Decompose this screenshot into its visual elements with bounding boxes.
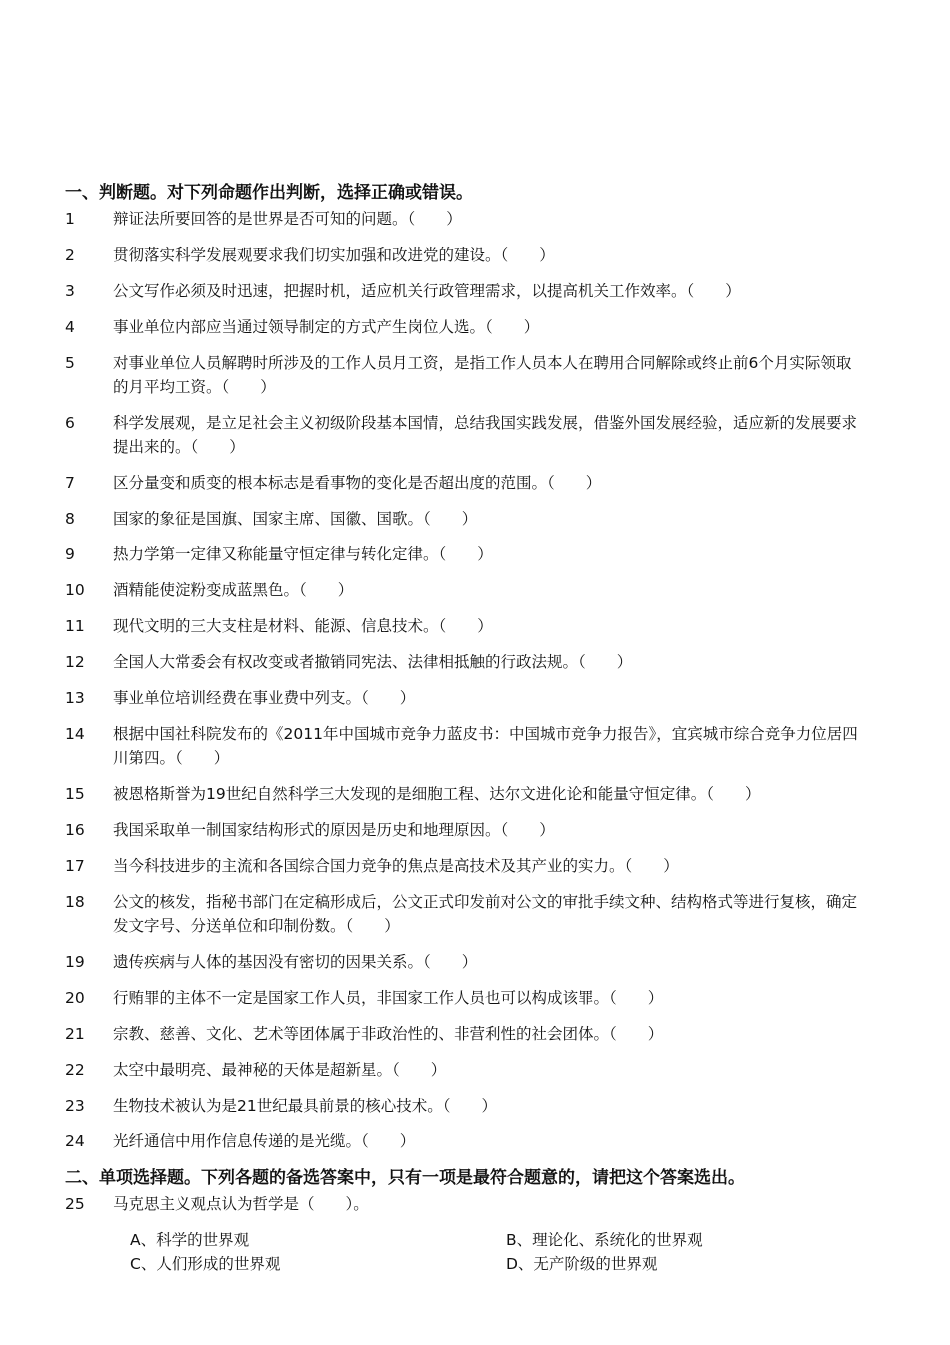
question-text: 酒精能使淀粉变成蓝黑色。（ ）	[113, 581, 354, 599]
question-text: 宗教、慈善、文化、艺术等团体属于非政治性的、非营利性的社会团体。（ ）	[113, 1025, 664, 1043]
question-text: 热力学第一定律又称能量守恒定律与转化定律。（ ）	[113, 545, 493, 563]
section2-title: 二、单项选择题。下列各题的备选答案中，只有一项是最符合题意的，请把这个答案选出。	[65, 1168, 745, 1188]
question-2	[65, 243, 865, 267]
question-19	[65, 950, 865, 974]
question-text: 科学发展观，是立足社会主义初级阶段基本国情，总结我国实践发展，借鉴外国发展经验，适应新的发展要求提出来的。（ ）	[113, 414, 858, 456]
question-text: 公文的核发，指秘书部门在定稿形成后，公文正式印发前对公文的审批手续文种、结构格式等进行复核，确定发文字号、分送单位和印制份数。（ ）	[113, 893, 858, 935]
question-text: 根据中国社科院发布的《2011年中国城市竞争力蓝皮书：中国城市竞争力报告》，宜宾城市综合竞争力位居四川第四。（ ）	[113, 725, 858, 767]
question-text: 事业单位内部应当通过领导制定的方式产生岗位人选。（ ）	[113, 318, 540, 336]
question-number: 4	[65, 318, 75, 336]
question-text: 贯彻落实科学发展观要求我们切实加强和改进党的建设。（ ）	[113, 246, 555, 264]
option-d: D、无产阶级的世界观	[506, 1255, 658, 1273]
question-3	[65, 279, 865, 303]
question-14	[65, 722, 865, 770]
question-12	[65, 650, 865, 674]
question-number: 15	[65, 785, 85, 803]
question-number: 25	[65, 1195, 85, 1213]
question-15	[65, 782, 865, 806]
question-24	[65, 1129, 865, 1153]
question-number: 2	[65, 246, 75, 264]
question-20	[65, 986, 865, 1010]
question-text: 行贿罪的主体不一定是国家工作人员，非国家工作人员也可以构成该罪。（ ）	[113, 989, 664, 1007]
question-text: 现代文明的三大支柱是材料、能源、信息技术。（ ）	[113, 617, 493, 635]
question-number: 21	[65, 1025, 85, 1043]
question-text: 国家的象征是国旗、国家主席、国徽、国歌。（ ）	[113, 510, 478, 528]
option-a: A、科学的世界观	[130, 1231, 250, 1249]
question-number: 24	[65, 1132, 85, 1150]
question-6	[65, 411, 865, 459]
question-number: 11	[65, 617, 85, 635]
question-5	[65, 351, 865, 399]
question-text: 太空中最明亮、最神秘的天体是超新星。（ ）	[113, 1061, 447, 1079]
question-number: 16	[65, 821, 85, 839]
question-text: 马克思主义观点认为哲学是（ ）。	[113, 1195, 369, 1213]
question-text: 光纤通信中用作信息传递的是光缆。（ ）	[113, 1132, 416, 1150]
question-number: 7	[65, 474, 75, 492]
question-25	[65, 1192, 865, 1216]
question-23	[65, 1094, 865, 1118]
question-number: 14	[65, 725, 85, 743]
question-number: 13	[65, 689, 85, 707]
question-text: 生物技术被认为是21世纪最具前景的核心技术。（ ）	[113, 1097, 497, 1115]
question-text: 我国采取单一制国家结构形式的原因是历史和地理原因。（ ）	[113, 821, 555, 839]
question-number: 19	[65, 953, 85, 971]
question-number: 6	[65, 414, 75, 432]
question-4	[65, 315, 865, 339]
section1-title: 一、判断题。对下列命题作出判断，选择正确或错误。	[65, 183, 473, 203]
question-16	[65, 818, 865, 842]
option-c: C、人们形成的世界观	[130, 1255, 281, 1273]
question-7	[65, 471, 865, 495]
question-text: 事业单位培训经费在事业费中列支。（ ）	[113, 689, 416, 707]
question-17	[65, 854, 865, 878]
question-number: 17	[65, 857, 85, 875]
question-8	[65, 507, 865, 531]
question-text: 全国人大常委会有权改变或者撤销同宪法、法律相抵触的行政法规。（ ）	[113, 653, 633, 671]
question-number: 1	[65, 210, 75, 228]
question-22	[65, 1058, 865, 1082]
question-number: 3	[65, 282, 75, 300]
question-number: 12	[65, 653, 85, 671]
question-text: 当今科技进步的主流和各国综合国力竞争的焦点是高技术及其产业的实力。（ ）	[113, 857, 679, 875]
question-text: 对事业单位人员解聘时所涉及的工作人员月工资，是指工作人员本人在聘用合同解除或终止前6个月实际领取的月平均工资。（ ）	[113, 354, 852, 396]
question-number: 18	[65, 893, 85, 911]
question-number: 22	[65, 1061, 85, 1079]
question-1	[65, 207, 865, 231]
question-9	[65, 542, 865, 566]
question-number: 23	[65, 1097, 85, 1115]
question-text: 公文写作必须及时迅速，把握时机，适应机关行政管理需求，以提高机关工作效率。（ ）	[113, 282, 741, 300]
question-text: 被恩格斯誉为19世纪自然科学三大发现的是细胞工程、达尔文进化论和能量守恒定律。（ ）	[113, 785, 761, 803]
question-13	[65, 686, 865, 710]
question-text: 区分量变和质变的根本标志是看事物的变化是否超出度的范围。（ ）	[113, 474, 602, 492]
question-number: 20	[65, 989, 85, 1007]
question-18	[65, 890, 865, 938]
question-21	[65, 1022, 865, 1046]
question-text: 辩证法所要回答的是世界是否可知的问题。（ ）	[113, 210, 462, 228]
question-text: 遗传疾病与人体的基因没有密切的因果关系。（ ）	[113, 953, 478, 971]
question-11	[65, 614, 865, 638]
question-10	[65, 578, 865, 602]
option-b: B、理论化、系统化的世界观	[506, 1231, 703, 1249]
question-number: 9	[65, 545, 75, 563]
question-number: 10	[65, 581, 85, 599]
question-number: 8	[65, 510, 75, 528]
question-number: 5	[65, 354, 75, 372]
